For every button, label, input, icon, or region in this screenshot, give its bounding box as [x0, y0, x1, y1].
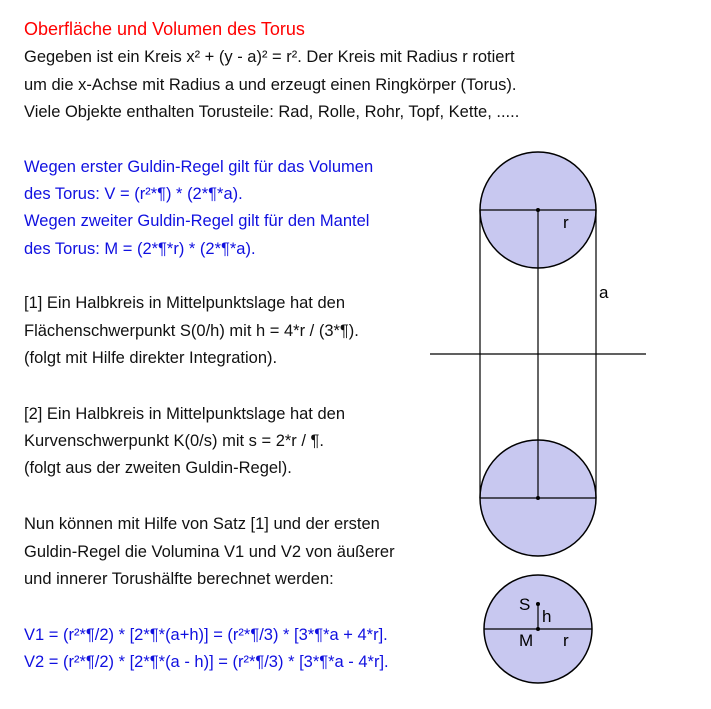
intro-line: Viele Objekte enthalten Torusteile: Rad, Rolle, Rohr, Topf, Kette, ..... [24, 103, 520, 121]
label-h: h [542, 607, 552, 626]
label-a: a [599, 283, 609, 302]
intro-line: um die x-Achse mit Radius a und erzeugt einen Ringkörper (Torus). [24, 76, 517, 94]
fact2-line: Kurvenschwerpunkt K(0/s) mit s = 2*r / ¶. [24, 432, 325, 450]
fact1-line: [1] Ein Halbkreis in Mittelpunktslage hat den [24, 294, 346, 312]
center-point-top [536, 208, 540, 212]
label-r-top: r [563, 213, 569, 232]
conclusion-line: Nun können mit Hilfe von Satz [1] und der ersten [24, 515, 380, 533]
label-S: S [519, 595, 531, 614]
center-point-bottom [536, 496, 540, 500]
guldin-line: des Torus: V = (r²*¶) * (2*¶*a). [24, 185, 243, 203]
fact1-line: Flächenschwerpunkt S(0/h) mit h = 4*r / (3*¶). [24, 322, 359, 340]
intro-line: Gegeben ist ein Kreis x² + (y - a)² = r². Der Kreis mit Radius r rotiert [24, 48, 515, 66]
guldin-line: Wegen zweiter Guldin-Regel gilt für den Mantel [24, 212, 370, 230]
formula-v1: V1 = (r²*¶/2) * [2*¶*(a+h)] = (r²*¶/3) * [3*¶*a + 4*r]. [24, 626, 388, 644]
centroid-point [536, 602, 540, 606]
fact2-line: (folgt aus der zweiten Guldin-Regel). [24, 459, 292, 477]
label-M: M [519, 631, 534, 650]
center-point-small [536, 627, 540, 631]
formula-v2: V2 = (r²*¶/2) * [2*¶*(a - h)] = (r²*¶/3) * [3*¶*a - 4*r]. [24, 653, 389, 671]
page-title: Oberfläche und Volumen des Torus [24, 19, 305, 39]
guldin-line: Wegen erster Guldin-Regel gilt für das Volumen [24, 158, 374, 176]
fact1-line: (folgt mit Hilfe direkter Integration). [24, 349, 278, 367]
label-r-small: r [563, 631, 569, 650]
conclusion-line: und innerer Torushälfte berechnet werden: [24, 570, 334, 588]
fact2-line: [2] Ein Halbkreis in Mittelpunktslage hat den [24, 405, 346, 423]
conclusion-line: Guldin-Regel die Volumina V1 und V2 von äußerer [24, 543, 395, 561]
guldin-line: des Torus: M = (2*¶*r) * (2*¶*a). [24, 240, 256, 258]
